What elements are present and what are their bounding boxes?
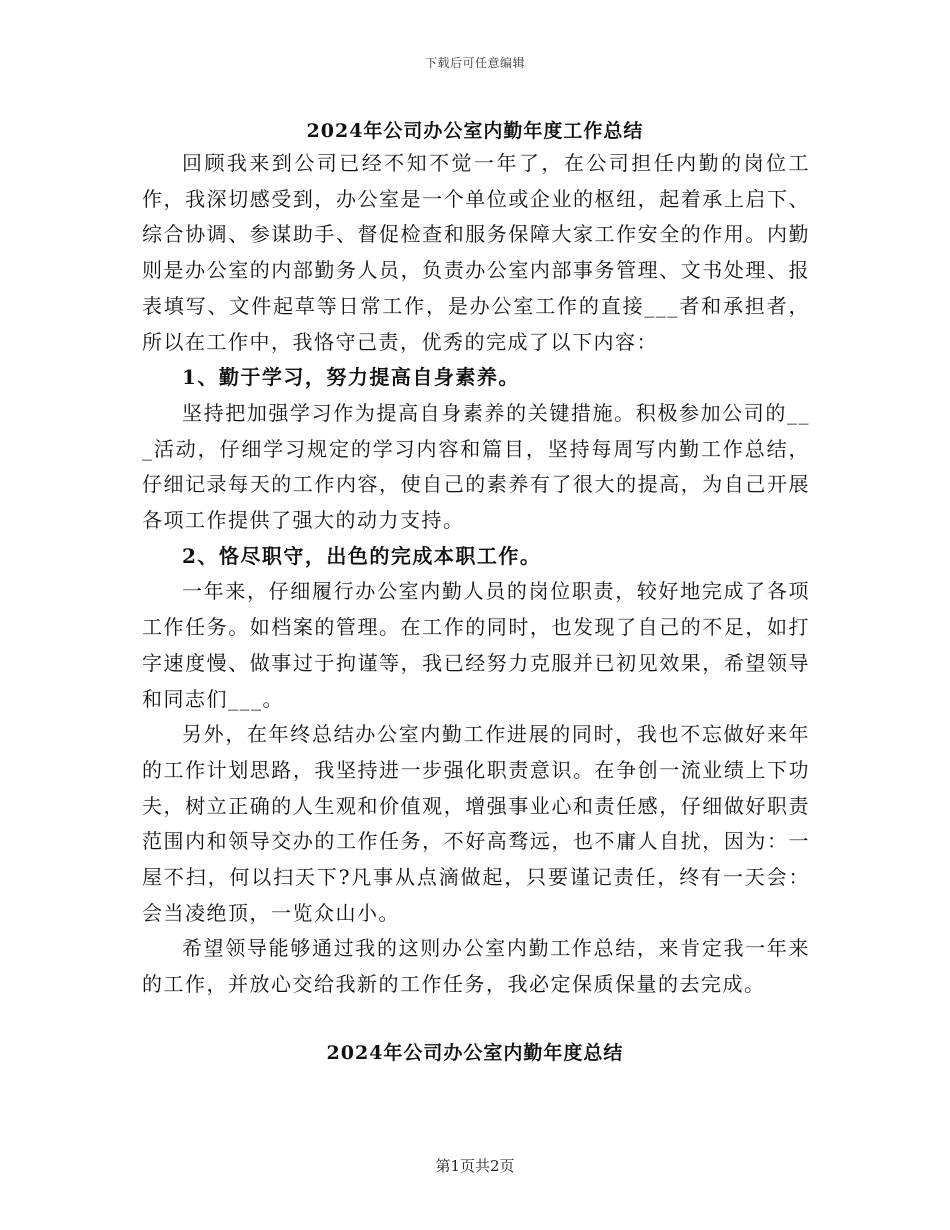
paragraph-intro: 回顾我来到公司已经不知不觉一年了，在公司担任内勤的岗位工作，我深切感受到，办公室是一个单位或企业的枢纽，起着承上启下、综合协调、参谋助手、督促检查和服务保障大家工作安全的作用。内勤则是办公室的内部勤务人员，负责办公室内部事务管理、文书处理、报表填写、文件起草等日常工作，是办公室工作的直接___者和承担者，所以在工作中，我恪守己责，优秀的完成了以下内容：	[142, 151, 810, 354]
header-note: 下载后可任意编辑	[424, 56, 525, 70]
second-document-title: 2024年公司办公室内勤年度总结	[326, 1042, 624, 1064]
paragraph-study: 坚持把加强学习作为提高自身素养的关键措施。积极参加公司的___活动，仔细学习规定的学习内容和篇目，坚持每周写内勤工作总结，仔细记录每天的工作内容，使自己的素养有了很大的提高，为自己开展各项工作提供了强大的动力支持。	[142, 400, 810, 533]
paragraph-duty: 一年来，仔细履行办公室内勤人员的岗位职责，较好地完成了各项工作任务。如档案的管理。在工作的同时，也发现了自己的不足，如打字速度慢、做事过于拘谨等，我已经努力克服并已初见效果，希望领导和同志们___。	[142, 579, 810, 711]
paragraph-plan: 另外，在年终总结办公室内勤工作进展的同时，我也不忘做好来年的工作计划思路，我坚持进一步强化职责意识。在争创一流业绩上下功夫，树立正确的人生观和价值观，增强事业心和责任感，仔细做好职责范围内和领导交办的工作任务，不好高骛远，也不庸人自扰，因为：一屋不扫，何以扫天下?凡事从点滴做起，只要谨记责任，终有一天会：会当凌绝顶，一览众山小。	[142, 722, 810, 925]
document-title: 2024年公司办公室内勤年度工作总结	[306, 120, 644, 142]
document-body	[142, 146, 810, 1003]
paragraph-closing: 希望领导能够通过我的这则办公室内勤工作总结，来肯定我一年来的工作，并放心交给我新的工作任务，我必定保质保量的去完成。	[142, 936, 810, 997]
page-number-footer: 第1页共2页	[435, 1157, 515, 1175]
section-heading-2: 2、恪尽职守，出色的完成本职工作。	[182, 543, 542, 568]
section-heading-1: 1、勤于学习，努力提高自身素养。	[182, 365, 520, 390]
